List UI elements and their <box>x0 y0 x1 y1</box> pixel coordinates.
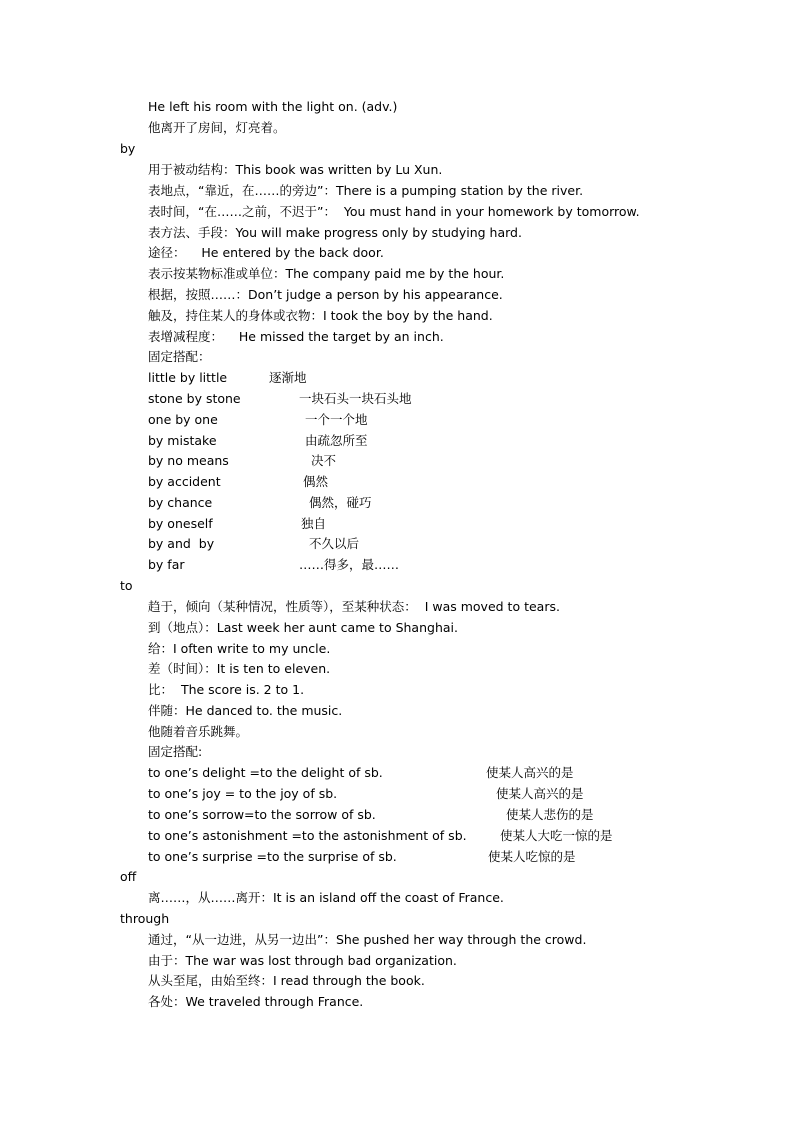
to-line: 趋于，倾向（某种情况，性质等），至某种状态： I was moved to tears. <box>148 599 560 614</box>
heading-to: to <box>120 578 133 593</box>
phrase-en: by mistake <box>148 433 217 448</box>
by-line: 表方法、手段：You will make progress only by studying hard. <box>148 225 522 240</box>
to-line: 比： The score is. 2 to 1. <box>148 682 305 697</box>
phrase-zh: 使某人高兴的是 <box>496 786 584 801</box>
phrase-zh: 一个一个地 <box>305 412 368 427</box>
to-line: 伴随：He danced to. the music. <box>148 703 343 718</box>
intro-translation: 他离开了房间，灯亮着。 <box>148 120 286 135</box>
by-line: 触及，持住某人的身体或衣物：I took the boy by the hand. <box>148 308 493 323</box>
phrase-en: to one’s sorrow=to the sorrow of sb. <box>148 807 376 822</box>
phrase-zh: ……得多，最…… <box>299 557 400 572</box>
to-fixed-phrases-label: 固定搭配: <box>148 744 203 759</box>
phrase-en: by no means <box>148 453 229 468</box>
phrase-zh: 不久以后 <box>309 536 360 551</box>
heading-through: through <box>120 911 170 926</box>
phrase-en: by chance <box>148 495 213 510</box>
phrase-en: stone by stone <box>148 391 241 406</box>
by-line: 途径： He entered by the back door. <box>148 245 384 260</box>
through-line: 各处：We traveled through France. <box>148 994 364 1009</box>
by-line: 表增减程度： He missed the target by an inch. <box>148 329 444 344</box>
phrase-en: by oneself <box>148 516 213 531</box>
phrase-zh: 使某人吃惊的是 <box>488 849 576 864</box>
phrase-en: by and by <box>148 536 215 551</box>
by-line: 表地点，“靠近，在……的旁边”：There is a pumping station by the river. <box>148 183 584 198</box>
to-line: 差（时间）：It is ten to eleven. <box>148 661 331 676</box>
through-line: 通过，“从一边进，从另一边出”：She pushed her way through the crowd. <box>148 932 587 947</box>
through-line: 由于：The war was lost through bad organization. <box>148 953 457 968</box>
intro-example: He left his room with the light on. (adv.) <box>148 99 398 114</box>
phrase-en: to one’s joy = to the joy of sb. <box>148 786 338 801</box>
through-line: 从头至尾，由始至终：I read through the book. <box>148 973 425 988</box>
to-line: 给：I often write to my uncle. <box>148 641 331 656</box>
phrase-en: to one’s astonishment =to the astonishment of sb. <box>148 828 467 843</box>
phrase-en: by accident <box>148 474 221 489</box>
phrase-zh: 偶然 <box>303 474 329 489</box>
phrase-zh: 使某人高兴的是 <box>486 765 574 780</box>
by-line: 表时间，“在……之前，不迟于”： You must hand in your homework by tomorrow. <box>148 204 640 219</box>
off-line: 离……，从……离开：It is an island off the coast of France. <box>148 890 504 905</box>
phrase-zh: 使某人大吃一惊的是 <box>500 828 613 843</box>
phrase-zh: 独自 <box>301 516 327 531</box>
heading-off: off <box>120 869 137 884</box>
heading-by: by <box>120 141 136 156</box>
phrase-zh: 偶然，碰巧 <box>309 495 372 510</box>
phrase-en: by far <box>148 557 185 572</box>
phrase-zh: 使某人悲伤的是 <box>506 807 594 822</box>
to-line: 到（地点）：Last week her aunt came to Shanghai. <box>148 620 458 635</box>
phrase-en: to one’s delight =to the delight of sb. <box>148 765 383 780</box>
phrase-en: one by one <box>148 412 218 427</box>
phrase-zh: 逐渐地 <box>269 370 307 385</box>
phrase-zh: 一块石头一块石头地 <box>299 391 412 406</box>
phrase-en: little by little <box>148 370 228 385</box>
by-line: 用于被动结构：This book was written by Lu Xun. <box>148 162 443 177</box>
by-fixed-phrases-label: 固定搭配： <box>148 349 211 364</box>
phrase-en: to one’s surprise =to the surprise of sb. <box>148 849 397 864</box>
by-line: 表示按某物标准或单位：The company paid me by the hour. <box>148 266 505 281</box>
by-line: 根据，按照……：Don’t judge a person by his appearance. <box>148 287 503 302</box>
phrase-zh: 由疏忽所至 <box>305 433 368 448</box>
to-line: 他随着音乐跳舞。 <box>148 724 249 739</box>
phrase-zh: 决不 <box>311 453 337 468</box>
